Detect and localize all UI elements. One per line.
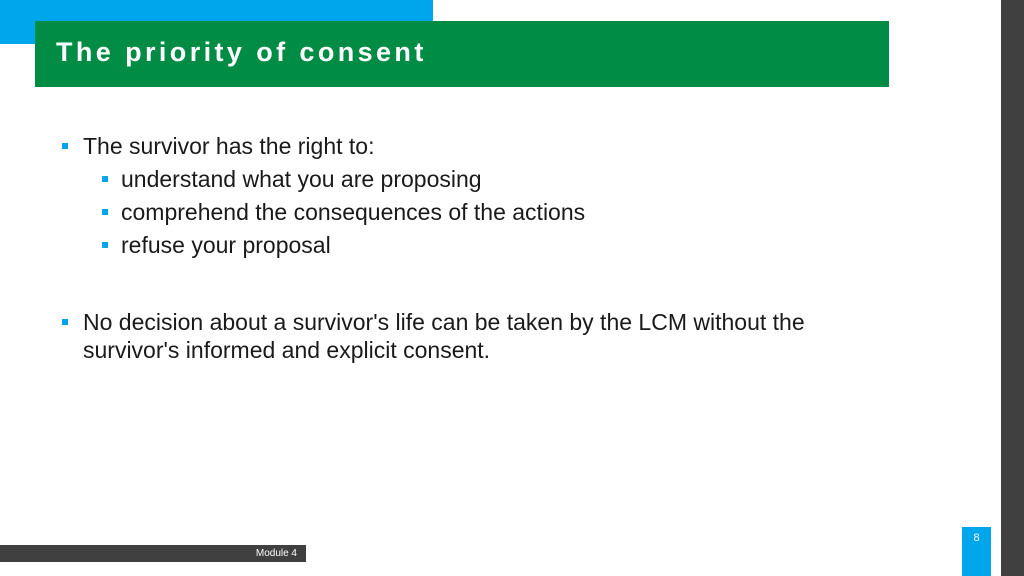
bullet-text-line: survivor's informed and explicit consent.: [83, 337, 491, 363]
title-bar: [35, 21, 889, 87]
sub-bullet-square-icon: [102, 209, 108, 215]
page-number-box: [962, 527, 991, 576]
slide-title: The priority of consent: [56, 37, 427, 67]
sub-bullet-square-icon: [102, 242, 108, 248]
sub-bullet-square-icon: [102, 176, 108, 182]
page-number: 8: [973, 532, 980, 544]
footer-module-label: Module 4: [255, 548, 297, 559]
sub-bullet-text: refuse your proposal: [121, 232, 331, 258]
right-edge-stripe: [1001, 0, 1024, 576]
footer-bar: [0, 545, 306, 562]
bullet-text-line: No decision about a survivor's life can be taken by the LCM without the: [83, 309, 805, 335]
bullet-square-icon: [62, 143, 68, 149]
sub-bullet-text: understand what you are proposing: [121, 166, 482, 192]
sub-bullet-text: comprehend the consequences of the actions: [121, 199, 586, 225]
bullet-square-icon: [62, 319, 68, 325]
bullet-text: The survivor has the right to:: [83, 133, 375, 159]
